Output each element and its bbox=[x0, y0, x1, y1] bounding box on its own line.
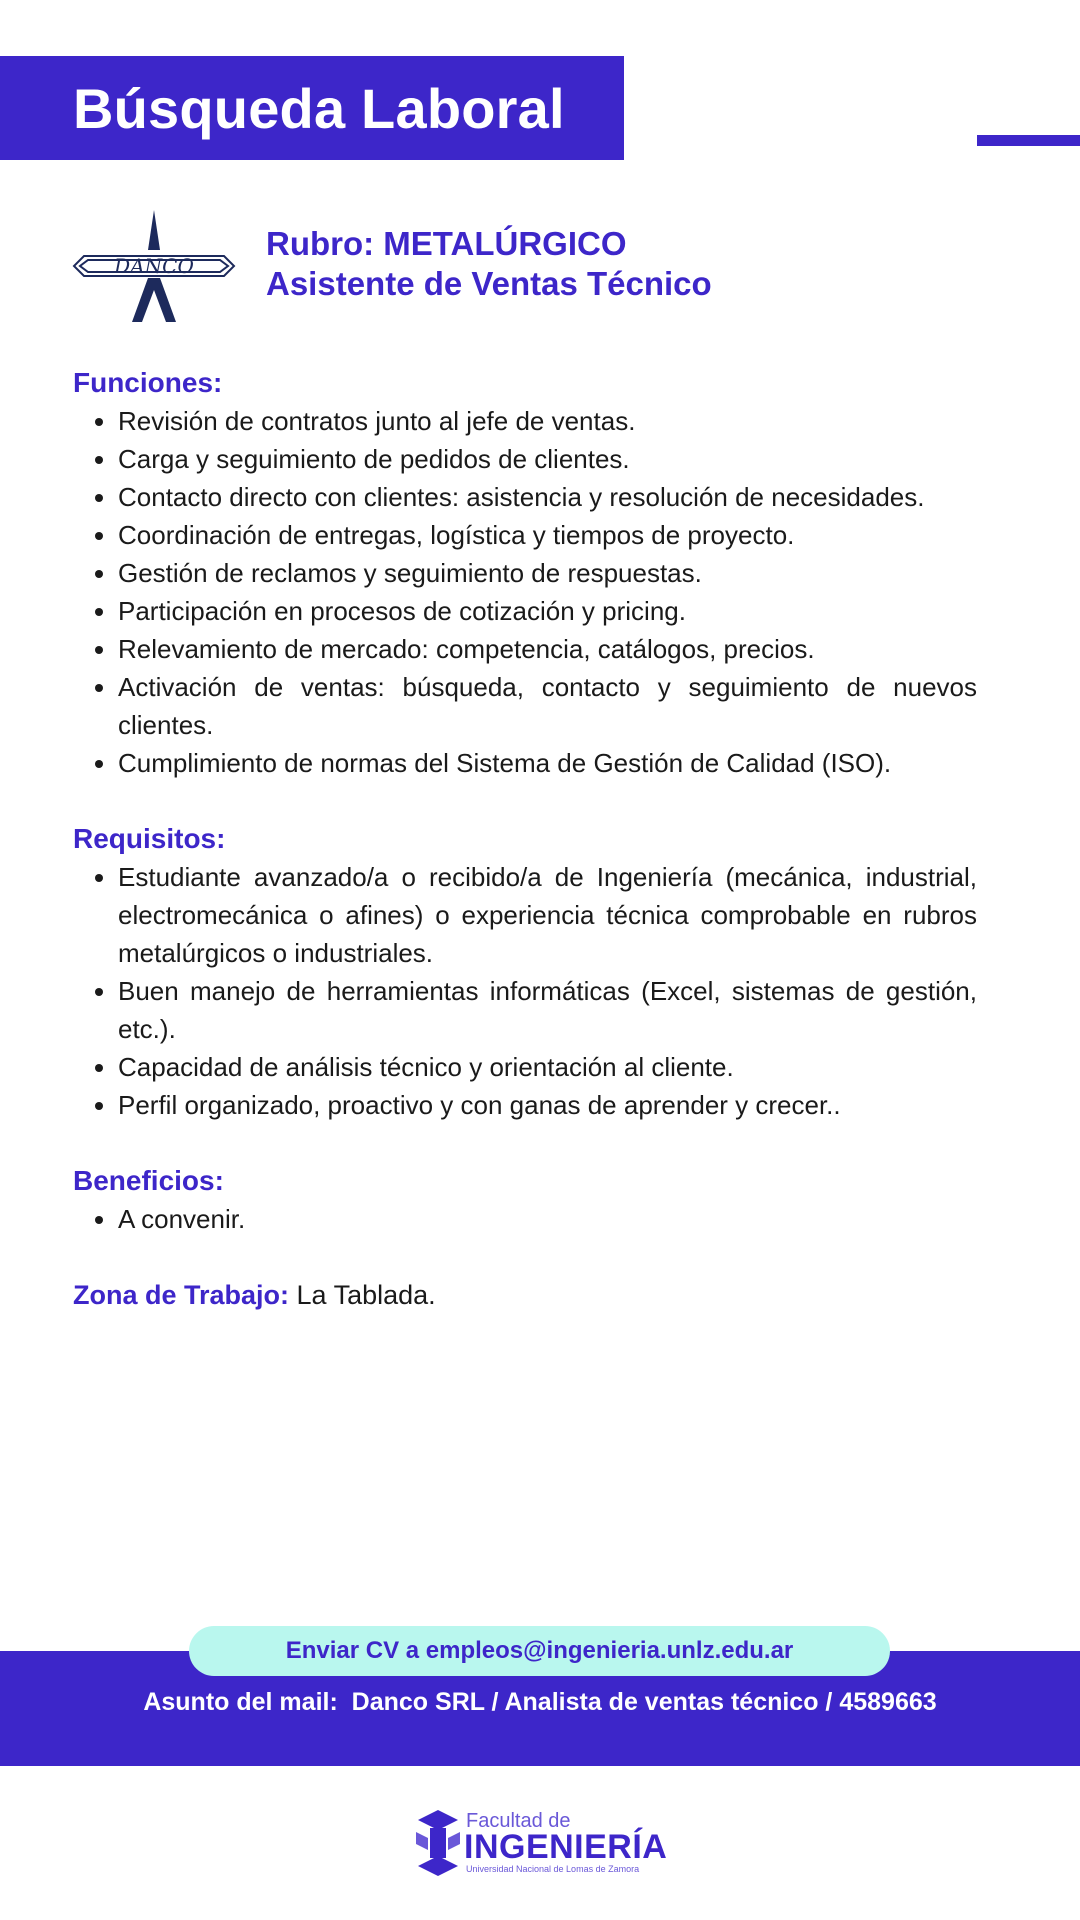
list-item: • Participación en procesos de cotización y pricing. bbox=[118, 592, 977, 630]
list-item: • Perfil organizado, proactivo y con ganas de aprender y crecer.. bbox=[118, 1086, 977, 1124]
list-item: • A convenir. bbox=[118, 1200, 977, 1238]
beneficios-heading: Beneficios: bbox=[73, 1165, 224, 1196]
list-item: • Cumplimiento de normas del Sistema de Gestión de Calidad (ISO). bbox=[118, 744, 977, 782]
list-item: • Revisión de contratos junto al jefe de ventas. bbox=[118, 402, 977, 440]
job-position: Asistente de Ventas Técnico bbox=[266, 265, 712, 302]
job-rubro: Rubro: METALÚRGICO bbox=[266, 225, 627, 262]
funciones-heading: Funciones: bbox=[73, 367, 223, 398]
list-item: • Contacto directo con clientes: asistencia y resolución de necesidades. bbox=[118, 478, 977, 516]
send-cv-text: Enviar CV a empleos@ingenieria.unlz.edu.ar bbox=[285, 1637, 794, 1664]
send-cv-pill bbox=[189, 1626, 890, 1676]
faculty-logo bbox=[416, 1808, 666, 1878]
faculty-logo-icon bbox=[416, 1810, 460, 1876]
danco-logo-text: DANCO bbox=[114, 254, 194, 278]
list-item: • Estudiante avanzado/a o recibido/a de Ingeniería (mecánica, industrial, electromecánica o afines) o experiencia técnica comprobable en rubros metalúrgicos o industriales. bbox=[118, 858, 977, 972]
faculty-logo-top: Facultad de bbox=[466, 1810, 571, 1832]
list-item: • Capacidad de análisis técnico y orientación al cliente. bbox=[118, 1048, 977, 1086]
danco-logo bbox=[70, 208, 238, 324]
funciones-list bbox=[73, 402, 977, 782]
list-item: • Relevamiento de mercado: competencia, catálogos, precios. bbox=[118, 630, 977, 668]
requisitos-heading: Requisitos: bbox=[73, 823, 226, 854]
zona-label: Zona de Trabajo: bbox=[73, 1280, 290, 1310]
list-item: • Gestión de reclamos y seguimiento de respuestas. bbox=[118, 554, 977, 592]
header-accent-bar bbox=[977, 135, 1080, 146]
requisitos-list bbox=[73, 858, 977, 1124]
header-band bbox=[0, 56, 624, 160]
page-title: Búsqueda Laboral bbox=[73, 76, 565, 140]
list-item: • Buen manejo de herramientas informáticas (Excel, sistemas de gestión, etc.). bbox=[118, 972, 977, 1048]
list-item: • Activación de ventas: búsqueda, contacto y seguimiento de nuevos clientes. bbox=[118, 668, 977, 744]
zona-trabajo bbox=[73, 1276, 977, 1314]
faculty-logo-main: INGENIERÍA bbox=[464, 1828, 668, 1866]
list-item: • Coordinación de entregas, logística y tiempos de proyecto. bbox=[118, 516, 977, 554]
mail-subject: Asunto del mail: Danco SRL / Analista de ventas técnico / 4589663 bbox=[143, 1688, 937, 1716]
job-details bbox=[73, 364, 977, 1314]
job-heading bbox=[266, 224, 712, 304]
faculty-logo-sub: Universidad Nacional de Lomas de Zamora bbox=[466, 1864, 640, 1874]
list-item: • Carga y seguimiento de pedidos de clientes. bbox=[118, 440, 977, 478]
zona-value: La Tablada. bbox=[289, 1280, 436, 1310]
beneficios-list bbox=[73, 1200, 977, 1238]
